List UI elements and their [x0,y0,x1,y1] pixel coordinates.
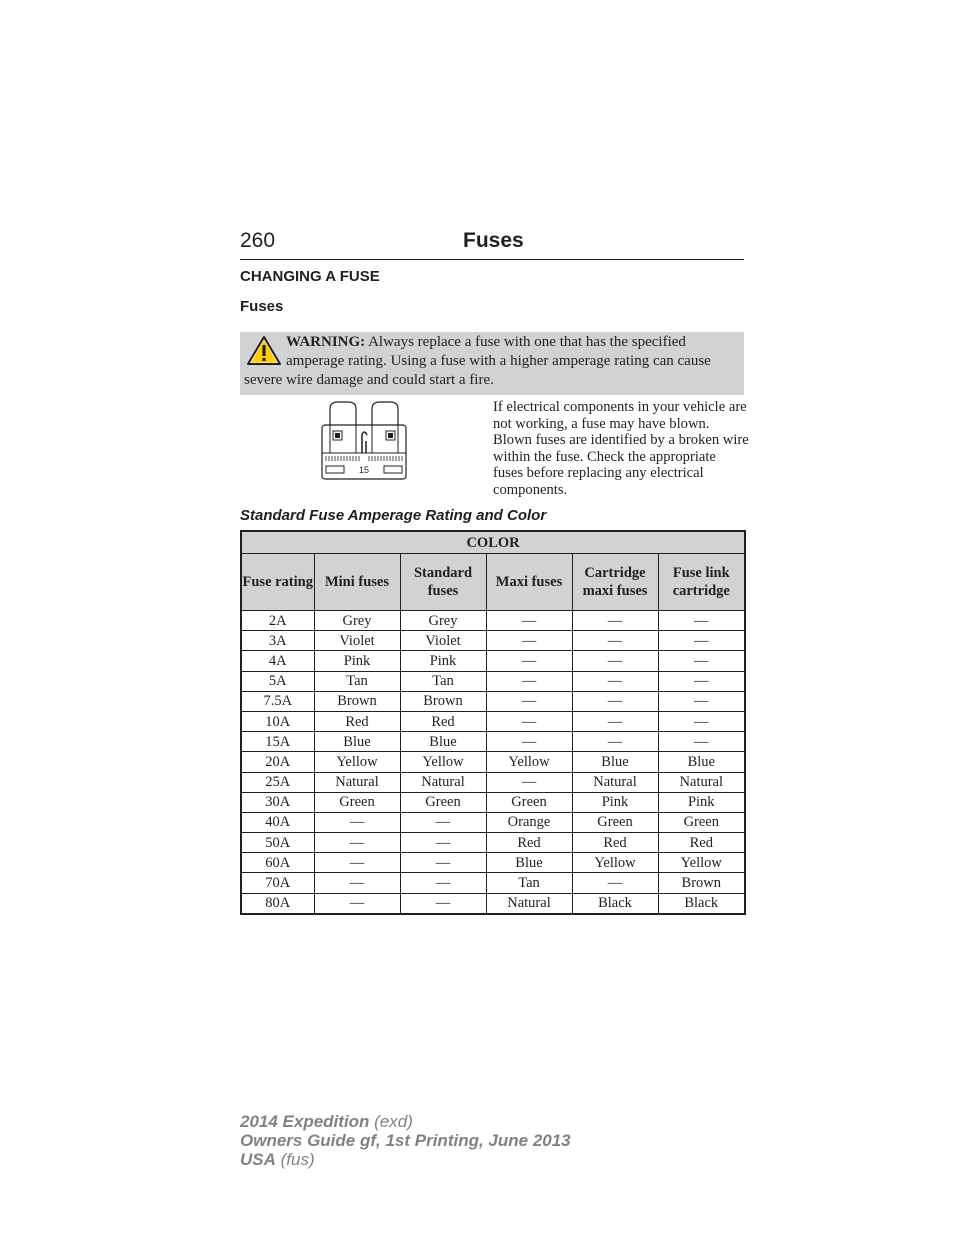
table-cell: — [658,611,745,631]
column-header: Maxi fuses [486,554,572,611]
table-cell: Pink [314,651,400,671]
table-cell: Natural [572,772,658,792]
table-cell: Pink [400,651,486,671]
table-cell: 10A [241,711,314,731]
table-row [241,812,745,832]
table-cell: Tan [486,873,572,893]
footer-line-1 [240,1112,571,1131]
table-cell: 80A [241,893,314,914]
table-cell: 30A [241,792,314,812]
table-cell: Tan [314,671,400,691]
table-row [241,833,745,853]
table-cell: Black [658,893,745,914]
table-cell: Red [314,711,400,731]
table-cell: Pink [658,792,745,812]
warning-box [240,332,744,395]
table-cell: Black [572,893,658,914]
table-cell: — [486,671,572,691]
table-cell: 7.5A [241,691,314,711]
table-cell: — [400,853,486,873]
table-cell: — [486,651,572,671]
table-cell: Grey [400,611,486,631]
section-heading: CHANGING A FUSE [240,268,380,285]
table-cell: — [658,732,745,752]
subsection-heading: Fuses [240,298,284,315]
footer-market-code: (fus) [275,1150,315,1169]
table-cell: — [314,812,400,832]
table-row [241,792,745,812]
table-cell: Green [486,792,572,812]
table-cell: Tan [400,671,486,691]
footer-market: USA [240,1150,276,1169]
table-cell: — [486,691,572,711]
table-cell: Green [572,812,658,832]
table-cell: Blue [314,732,400,752]
table-cell: 60A [241,853,314,873]
table-cell: Red [572,833,658,853]
column-header: Cartridge maxi fuses [572,554,658,611]
table-cell: 15A [241,732,314,752]
table-cell: 20A [241,752,314,772]
table-cell: Red [486,833,572,853]
table-cell: Blue [486,853,572,873]
table-row [241,651,745,671]
table-row [241,611,745,631]
table-cell: Orange [486,812,572,832]
table-cell: — [486,732,572,752]
table-cell: 70A [241,873,314,893]
table-row [241,893,745,914]
table-cell: — [400,833,486,853]
column-header: Fuse link cartridge [658,554,745,611]
footer-edition: Owners Guide gf, 1st Printing, June 2013 [240,1131,571,1150]
table-cell: 50A [241,833,314,853]
table-cell: Brown [658,873,745,893]
fuse-description: If electrical components in your vehicle are not working, a fuse may have blown. Blown fuses are identified by a broken wire within the fuse. Check the appropriate fuses before replacing any electrical components. [493,399,749,498]
table-cell: Blue [400,732,486,752]
footer-line-3 [240,1150,571,1169]
table-cell: — [658,671,745,691]
table-cell: Grey [314,611,400,631]
table-row [241,711,745,731]
table-cell: Violet [314,631,400,651]
table-cell: — [314,873,400,893]
table-cell: — [572,691,658,711]
table-cell: — [400,873,486,893]
table-cell: 40A [241,812,314,832]
table-cell: — [400,893,486,914]
table-cell: Red [658,833,745,853]
table-cell: — [400,812,486,832]
warning-text: Always replace a fuse with one that has the specified amperage rating. Using a fuse with a higher amperage rating can cause severe wire damage and could start a fire. [244,334,711,388]
table-cell: Green [658,812,745,832]
fuse-illustration [318,401,410,481]
column-header: Fuse rating [241,554,314,611]
table-cell: — [486,611,572,631]
table-cell: Yellow [572,853,658,873]
table-row [241,873,745,893]
table-cell: — [314,893,400,914]
table-cell: 5A [241,671,314,691]
table-cell: Natural [486,893,572,914]
table-cell: Natural [314,772,400,792]
table-cell: Green [314,792,400,812]
warning-label: WARNING: [286,334,366,350]
table-cell: Natural [658,772,745,792]
table-cell: Yellow [400,752,486,772]
table-cell: Pink [572,792,658,812]
table-cell: Yellow [658,853,745,873]
table-cell: Green [400,792,486,812]
table-cell: — [572,651,658,671]
column-header: Standard fuses [400,554,486,611]
table-cell: — [314,853,400,873]
table-cell: Red [400,711,486,731]
table-row [241,691,745,711]
footer-line-2 [240,1131,571,1150]
table-row [241,671,745,691]
fuse-rating-table [240,530,746,915]
table-cell: — [572,671,658,691]
table-row [241,752,745,772]
table-cell: — [658,651,745,671]
table-cell: Brown [314,691,400,711]
table-cell: — [658,711,745,731]
page-number: 260 [240,229,276,252]
footer-model-code: (exd) [369,1112,413,1131]
table-cell: — [658,691,745,711]
table-caption: Standard Fuse Amperage Rating and Color [240,507,547,524]
table-cell: Yellow [314,752,400,772]
table-cell: 4A [241,651,314,671]
table-row [241,853,745,873]
column-header: Mini fuses [314,554,400,611]
table-body [241,611,745,914]
table-cell: — [486,711,572,731]
table-cell: — [314,833,400,853]
fuse-amp-label: 15 [358,465,370,475]
table-row [241,732,745,752]
table-cell: Natural [400,772,486,792]
table-cell: Violet [400,631,486,651]
table-cell: 3A [241,631,314,651]
table-cell: Brown [400,691,486,711]
table-cell: Blue [658,752,745,772]
table-row [241,772,745,792]
table-cell: 25A [241,772,314,792]
table-cell: — [486,772,572,792]
footer [240,1112,571,1169]
table-cell: — [572,611,658,631]
table-cell: 2A [241,611,314,631]
page-title: Fuses [463,229,524,252]
warning-triangle-icon [244,333,286,367]
footer-model: 2014 Expedition [240,1112,370,1131]
table-cell: Yellow [486,752,572,772]
table-cell: Blue [572,752,658,772]
table-row [241,631,745,651]
table-cell: — [572,631,658,651]
table-cell: — [572,711,658,731]
table-cell: — [486,631,572,651]
header-rule [240,259,744,260]
table-cell: — [572,873,658,893]
table-cell: — [572,732,658,752]
color-group-header: COLOR [241,531,745,554]
table-cell: — [658,631,745,651]
